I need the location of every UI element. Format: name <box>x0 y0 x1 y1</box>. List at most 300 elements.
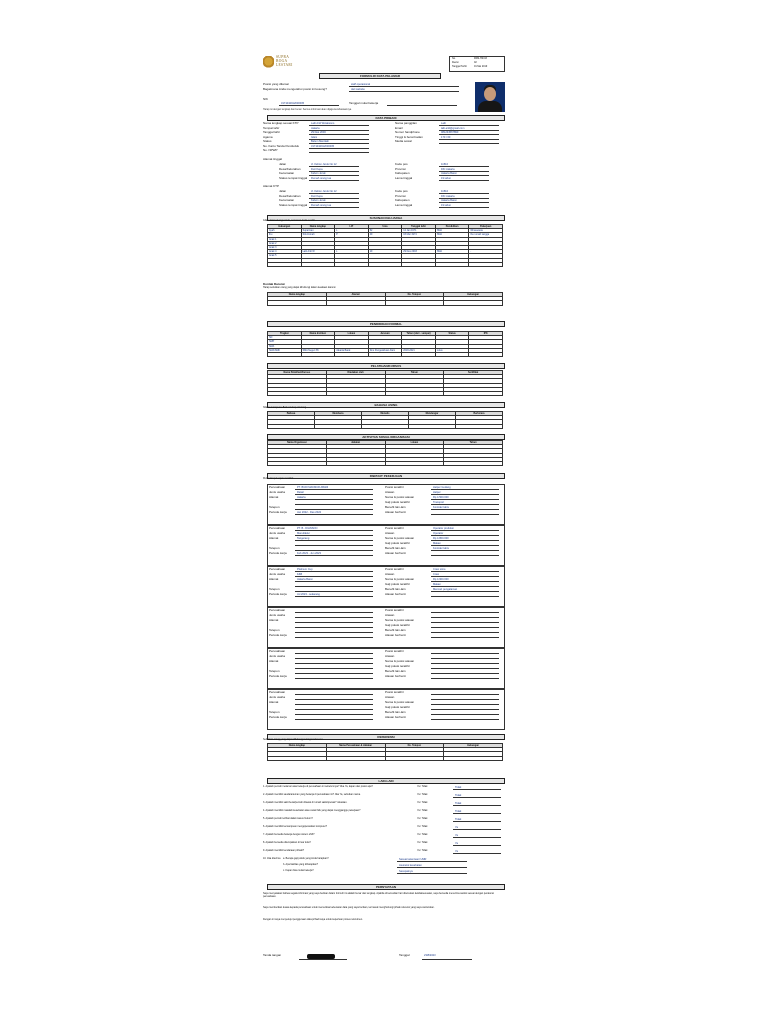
question-10-answer[interactable]: Secepatnya <box>399 870 413 873</box>
position-label: Posisi yang dilamar <box>263 82 290 86</box>
work-note: Mulai dari pekerjaan terakhir <box>263 477 294 480</box>
work-field-input[interactable] <box>431 675 499 679</box>
work-field-input[interactable] <box>295 711 373 715</box>
table-cell[interactable] <box>326 461 385 465</box>
table-cell[interactable]: L <box>335 250 369 254</box>
work-field-input[interactable] <box>295 491 373 495</box>
work-field-input[interactable] <box>431 542 499 546</box>
work-field-value[interactable]: Rp 4.800.000 <box>433 537 449 540</box>
table-cell[interactable]: Ibu <box>268 233 302 237</box>
work-field-value[interactable]: Platinum Cup <box>297 568 313 571</box>
work-field-value[interactable]: Crew <box>433 573 440 576</box>
work-field-input[interactable] <box>431 660 499 664</box>
table-header-cell: Jabatan <box>326 441 385 445</box>
question-yes-no[interactable]: Ya / Tidak <box>417 785 428 788</box>
work-field-value[interactable]: Kontrak habis <box>433 547 449 550</box>
sign-date-value[interactable]: 23/8/2023 <box>424 954 436 957</box>
work-field-input[interactable] <box>295 675 373 679</box>
work-field-input[interactable] <box>431 511 499 515</box>
work-field-label: Alasan berhenti <box>385 674 406 678</box>
personal-field-input[interactable] <box>309 136 369 140</box>
personal-field-value[interactable]: Belum Menikah <box>311 140 329 143</box>
work-field-value[interactable]: Makan <box>433 583 441 586</box>
table-cell[interactable] <box>444 756 503 760</box>
table-cell[interactable]: Lulus <box>435 348 469 352</box>
work-field-input[interactable] <box>295 660 373 664</box>
work-field-input[interactable] <box>431 655 499 659</box>
question-10-answer-line[interactable] <box>397 864 467 868</box>
work-field-input[interactable] <box>295 701 373 705</box>
work-field-input[interactable] <box>431 573 499 577</box>
work-field-input[interactable] <box>295 629 373 633</box>
work-field-label: Nama & posisi atasan <box>385 700 415 704</box>
work-field-input[interactable] <box>431 593 499 597</box>
education-table <box>267 331 503 357</box>
question-10-answer[interactable]: Sesuai ketentuan/ UMR <box>399 858 427 861</box>
work-field-label: Perusahaan <box>269 649 286 653</box>
work-field-input[interactable] <box>295 670 373 674</box>
table-header-cell: Membaca <box>315 412 362 416</box>
table-cell[interactable] <box>268 301 327 305</box>
section-work: RIWAYAT PEKERJAAN <box>267 473 505 479</box>
table-cell[interactable] <box>368 352 402 356</box>
table-header-cell: Nama lengkap <box>301 225 335 229</box>
address-field-label: Status tempat tinggal <box>279 175 308 180</box>
table-cell[interactable] <box>385 756 444 760</box>
table-cell[interactable]: 19 <box>368 250 402 254</box>
personal-field-input[interactable] <box>309 149 369 153</box>
work-field-input[interactable] <box>295 501 373 505</box>
table-cell[interactable]: Anak 4 <box>268 250 302 254</box>
work-field-label: Gaji pokok terakhir <box>385 664 411 668</box>
start-date-field[interactable] <box>387 102 457 106</box>
table-cell[interactable]: Suparman <box>301 229 335 233</box>
address-field-value[interactable]: 19 tahun <box>441 203 452 207</box>
work-field-label: Posisi terakhir <box>385 567 404 571</box>
work-field-value[interactable]: Jan 2022 - Des 2022 <box>297 511 322 514</box>
table-header-cell: Bahasa <box>268 412 315 416</box>
table-cell[interactable]: 52 <box>368 229 402 233</box>
work-field-label: Posisi terakhir <box>385 649 404 653</box>
table-cell[interactable] <box>435 352 469 356</box>
question-10-answer-line[interactable] <box>397 858 467 862</box>
table-cell[interactable] <box>335 352 369 356</box>
question-text: 4. Apakah memiliki masalah kesehatan atau cacat fisik yang dapat mengganggu pekerjaan? <box>263 809 361 812</box>
table-cell[interactable] <box>268 391 327 395</box>
personal-field-label: Tanggal lahir <box>263 130 281 134</box>
work-field-label: Gaji pokok terakhir <box>385 541 411 545</box>
question-yes-no[interactable]: Ya / Tidak <box>417 817 428 820</box>
start-date-label: Tanggal mulai bekerja <box>349 101 379 105</box>
section-education: PENDIDIKAN FORMAL <box>267 321 505 327</box>
table-cell[interactable] <box>385 301 444 305</box>
personal-field-value[interactable]: Lalit Ardi Wicaksono <box>311 122 335 125</box>
work-field-input[interactable] <box>431 650 499 654</box>
question-yes-no[interactable]: Ya / Tidak <box>417 825 428 828</box>
address-field-value[interactable]: DKI Jakarta <box>441 167 455 171</box>
organization-table <box>267 440 503 466</box>
work-field-input[interactable] <box>431 670 499 674</box>
table-cell[interactable] <box>456 424 503 428</box>
address-field-value[interactable]: DKI Jakarta <box>441 194 455 198</box>
work-field-value[interactable]: Transport <box>433 501 445 504</box>
table-cell[interactable]: 12 Jan 1971 <box>402 229 436 233</box>
question-text: 6. Apakah memiliki kemampuan mengoperasikan komputer? <box>263 825 328 828</box>
question-answer-line[interactable] <box>453 826 501 830</box>
work-field-input[interactable] <box>431 619 499 623</box>
question-answer[interactable]: Ya <box>455 826 458 829</box>
work-field-label: Benefit lain-lain <box>385 587 406 591</box>
table-header-cell: Status <box>435 332 469 336</box>
work-field-label: Nama & posisi atasan <box>385 536 415 540</box>
work-field-input[interactable] <box>431 614 499 618</box>
work-field-input[interactable] <box>431 716 499 720</box>
address-field-value[interactable]: 19 tahun <box>441 176 452 180</box>
table-cell[interactable] <box>301 262 335 266</box>
table-row <box>268 391 503 395</box>
table-cell[interactable]: Anak 3 <box>268 245 302 249</box>
table-cell[interactable] <box>315 424 362 428</box>
address-now-label: Alamat tinggal <box>263 157 283 161</box>
work-field-input[interactable] <box>295 609 373 613</box>
personal-field-input[interactable] <box>439 140 499 144</box>
table-cell[interactable] <box>326 301 385 305</box>
work-field-input[interactable] <box>295 583 373 587</box>
work-field-input[interactable] <box>295 547 373 551</box>
table-cell[interactable] <box>268 424 315 428</box>
work-field-value[interactable]: Tangerang <box>297 537 310 540</box>
question-answer[interactable]: Ya <box>455 834 458 837</box>
work-field-input[interactable] <box>431 696 499 700</box>
work-field-value[interactable]: Crew store <box>433 568 446 571</box>
work-field-input[interactable] <box>295 634 373 638</box>
nik-field[interactable] <box>279 102 339 106</box>
work-field-label: Alamat <box>269 659 279 663</box>
work-field-label: Alasan berhenti <box>385 510 406 514</box>
table-cell[interactable]: Lalit Ardi W <box>301 250 335 254</box>
work-field-value[interactable]: Jakarta <box>297 496 306 499</box>
work-field-value[interactable]: F&B <box>297 573 303 576</box>
table-header-cell: Nama lengkap <box>268 293 327 297</box>
question-answer-line[interactable] <box>453 842 501 846</box>
work-field-input[interactable] <box>295 496 373 500</box>
question-10-answer[interactable]: Asuransi kesehatan <box>399 864 422 867</box>
table-cell[interactable] <box>435 262 469 266</box>
table-cell[interactable]: Jakarta Barat <box>335 348 369 352</box>
doc-date-label: Tanggal Terbit <box>452 65 467 68</box>
question-yes-no[interactable]: Ya / Tidak <box>417 841 428 844</box>
question-answer-line[interactable] <box>453 794 501 798</box>
work-field-input[interactable] <box>295 706 373 710</box>
table-cell[interactable]: Ilmu Pengetahuan Alam <box>368 348 402 352</box>
address-field-value[interactable]: Kebon Jeruk <box>311 199 326 202</box>
table-cell[interactable]: 03 Mar 1974 <box>402 233 436 237</box>
section-references: REFERENSI <box>267 734 505 740</box>
table-cell[interactable] <box>385 461 444 465</box>
work-field-label: Alasan berhenti <box>385 592 406 596</box>
work-field-label: Atasan <box>385 654 395 658</box>
table-cell[interactable]: SMA <box>435 233 469 237</box>
work-field-input[interactable] <box>295 665 373 669</box>
work-field-input[interactable] <box>295 650 373 654</box>
table-cell[interactable]: Ibu rumah tangga <box>469 233 503 237</box>
work-field-value[interactable]: Operator produksi <box>433 527 454 530</box>
table-header-cell: Tahun <box>385 371 444 375</box>
work-field-label: Telepon <box>269 710 280 714</box>
question-yes-no[interactable]: Ya / Tidak <box>417 809 428 812</box>
work-field-input[interactable] <box>295 691 373 695</box>
table-cell[interactable] <box>409 424 456 428</box>
work-field-value[interactable]: Mencari pengalaman <box>433 588 458 591</box>
table-cell[interactable] <box>368 262 402 266</box>
work-field-label: Gaji pokok terakhir <box>385 500 411 504</box>
personal-field-input[interactable] <box>439 122 499 126</box>
table-cell[interactable]: Ayah <box>268 229 302 233</box>
position-value[interactable]: staff operasional <box>351 83 370 86</box>
table-cell[interactable] <box>385 391 444 395</box>
work-field-label: Benefit lain-lain <box>385 669 406 673</box>
section-personal: DATA PRIBADI <box>267 115 505 121</box>
work-field-input[interactable] <box>431 491 499 495</box>
personal-field-value[interactable]: Jakarta <box>311 126 320 130</box>
address-field-value[interactable]: Duri Kepa <box>311 167 323 171</box>
question-answer[interactable]: Ya <box>455 850 458 853</box>
statement-paragraph-3: Dengan ini saya menyetujui penggunaan data pribadi saya untuk keperluan proses rekrutmen. <box>263 918 363 921</box>
work-field-input[interactable] <box>431 552 499 556</box>
table-cell[interactable]: Anak 1 <box>268 237 302 241</box>
address-field-value[interactable]: Kebon Jeruk <box>311 172 326 175</box>
table-header-cell: Nama lengkap <box>268 744 327 748</box>
work-field-value[interactable]: Jul 2023 - sekarang <box>297 593 320 596</box>
work-field-input[interactable] <box>295 624 373 628</box>
language-note: Nilai kemampuan: Baik / Cukup / Kurang <box>263 406 307 409</box>
table-cell[interactable] <box>362 424 409 428</box>
personal-field-value[interactable]: 170 / 60 <box>441 135 451 139</box>
personal-field-value[interactable]: 3171042912030005 <box>311 144 335 148</box>
work-field-input[interactable] <box>431 583 499 587</box>
source-value[interactable]: dari website <box>351 88 365 91</box>
work-field-input[interactable] <box>295 619 373 623</box>
work-field-input[interactable] <box>295 716 373 720</box>
question-answer[interactable]: Tidak <box>455 794 462 797</box>
work-field-input[interactable] <box>431 665 499 669</box>
address-field-label: Kecamatan <box>279 198 295 202</box>
question-10-answer-line[interactable] <box>397 870 467 874</box>
work-field-input[interactable] <box>431 609 499 613</box>
work-field-value[interactable]: Manufaktur <box>297 532 310 535</box>
work-field-input[interactable] <box>295 614 373 618</box>
table-cell[interactable]: Siti Aminah <box>301 233 335 237</box>
personal-field-value[interactable]: lalit.ardi@gmail.com <box>441 126 465 130</box>
work-field-label: Alamat <box>269 577 279 581</box>
work-field-input[interactable] <box>431 629 499 633</box>
address-field-value[interactable]: Jl. Kebon Jeruk No 12 <box>311 190 337 193</box>
question-answer[interactable]: Ya <box>455 842 458 845</box>
table-cell[interactable]: Anak 5 <box>268 254 302 258</box>
work-field-label: Jenis usaha <box>269 613 286 617</box>
table-cell[interactable]: SMA <box>268 344 302 348</box>
work-field-label: Periode kerja <box>269 715 287 719</box>
table-cell[interactable]: 2018-2021 <box>402 348 436 352</box>
table-cell[interactable]: 29 Des 2003 <box>402 250 436 254</box>
table-cell[interactable]: - <box>469 250 503 254</box>
table-header-cell: Jurusan <box>368 332 402 336</box>
work-field-label: Atasan <box>385 531 395 535</box>
question-answer[interactable]: Tidak <box>455 786 462 789</box>
question-text: 3. Apakah memiliki sakit berat/pernah dirawat di rumah sakit/operasi? Jelaskan. <box>263 801 348 804</box>
work-field-label: Jenis usaha <box>269 695 286 699</box>
question-answer-line[interactable] <box>453 850 501 854</box>
sign-date-label: Tanggal <box>399 953 410 957</box>
work-field-input[interactable] <box>431 634 499 638</box>
question-10-text: 10. Jika diterima <box>263 857 281 860</box>
table-cell[interactable] <box>335 262 369 266</box>
question-answer[interactable]: Tidak <box>455 818 462 821</box>
table-cell[interactable] <box>469 262 503 266</box>
address-field-value[interactable]: Rumah orang tua <box>311 176 332 180</box>
table-cell[interactable] <box>444 461 503 465</box>
address-field-value[interactable]: 11510 <box>441 190 449 193</box>
personal-field-value[interactable]: 081234567890 <box>441 131 459 134</box>
doc-number-value: FRM-HR-03 <box>474 57 487 60</box>
work-field-input[interactable] <box>295 588 373 592</box>
work-field-input[interactable] <box>295 506 373 510</box>
personal-field-label: Email <box>395 125 403 130</box>
work-field-value[interactable]: Retail <box>297 491 304 494</box>
table-cell[interactable] <box>268 352 302 356</box>
work-field-input[interactable] <box>295 655 373 659</box>
question-yes-no[interactable]: Ya / Tidak <box>417 849 428 852</box>
work-field-label: Perusahaan <box>269 690 286 694</box>
table-cell[interactable]: SMA <box>435 229 469 233</box>
work-field-input[interactable] <box>431 711 499 715</box>
table-cell[interactable] <box>268 756 327 760</box>
work-field-label: Atasan <box>385 572 395 576</box>
work-field-value[interactable]: Helper Gudang <box>433 486 451 489</box>
table-cell[interactable]: SD <box>268 336 302 340</box>
table-cell[interactable] <box>268 461 327 465</box>
doc-number-label: No. <box>452 57 456 60</box>
work-field-value[interactable]: Makan <box>433 542 441 545</box>
table-header-cell: Nama Perusahaan & Jabatan <box>326 744 385 748</box>
table-cell[interactable]: SMA <box>435 250 469 254</box>
work-field-input[interactable] <box>431 624 499 628</box>
table-header-cell: Nama Pelatihan/Kursus <box>268 371 327 375</box>
question-answer[interactable]: Tidak <box>455 810 462 813</box>
question-yes-no[interactable]: Ya / Tidak <box>417 801 428 804</box>
question-answer[interactable]: Tidak <box>455 802 462 805</box>
question-answer-line[interactable] <box>453 834 501 838</box>
table-header-cell: Hubungan <box>268 225 302 229</box>
address-field-label: Desa/Kelurahan <box>279 166 301 171</box>
work-field-label: Alamat <box>269 536 279 540</box>
work-field-label: Atasan <box>385 490 395 494</box>
work-field-label: Benefit lain-lain <box>385 710 406 714</box>
personal-field-value[interactable]: 29 Des 2003 <box>311 131 326 134</box>
work-field-value[interactable]: Jakarta Barat <box>297 578 313 581</box>
address-field-value[interactable]: Jl. Kebon Jeruk No 12 <box>311 163 337 166</box>
work-field-input[interactable] <box>295 696 373 700</box>
work-field-label: Perusahaan <box>269 567 286 571</box>
work-field-value[interactable]: Operator <box>433 532 444 535</box>
work-field-value[interactable]: PT. BUDI MAKMUR ABADI <box>297 486 329 489</box>
work-field-label: Alamat <box>269 700 279 704</box>
work-field-value[interactable]: Kontrak habis <box>433 506 449 509</box>
address-field-label: Jalan <box>279 162 287 166</box>
table-cell[interactable]: SMA Negeri 65 <box>301 348 335 352</box>
table-cell[interactable]: SMA/SMK <box>268 348 302 352</box>
question-yes-no[interactable]: Ya / Tidak <box>417 793 428 796</box>
address-field-value[interactable]: Jakarta Barat <box>441 199 457 202</box>
address-field-label: Kode pos <box>395 189 408 193</box>
work-field-input[interactable] <box>431 691 499 695</box>
nik-value[interactable]: 3171042912030005 <box>281 102 305 105</box>
address-field-value[interactable]: Jakarta Barat <box>441 172 457 175</box>
table-header-cell: Alamat <box>326 293 385 297</box>
table-cell[interactable] <box>301 352 335 356</box>
work-field-value[interactable]: Feb 2023 - Jun 2023 <box>297 552 321 555</box>
table-cell[interactable] <box>444 301 503 305</box>
position-field[interactable] <box>349 83 459 87</box>
emergency-note: Harap sebutkan orang yang dapat dihubungi dalam keadaan darurat <box>263 286 336 289</box>
table-cell[interactable]: Wiraswasta <box>469 229 503 233</box>
work-field-value[interactable]: PT. B. JOHNSON <box>297 527 318 530</box>
work-field-input[interactable] <box>431 706 499 710</box>
question-10-item: c. Kapan bisa mulai bekerja? <box>283 869 314 872</box>
table-header-cell: Menulis <box>362 412 409 416</box>
table-cell[interactable] <box>268 262 302 266</box>
courses-table <box>267 370 503 396</box>
signature-line <box>299 956 347 960</box>
table-cell[interactable]: Anak 2 <box>268 241 302 245</box>
question-answer-line[interactable] <box>453 786 501 790</box>
table-cell[interactable] <box>444 391 503 395</box>
address-field-value[interactable]: 11510 <box>441 163 449 166</box>
address-field-value[interactable]: Rumah orang tua <box>311 203 332 207</box>
table-header-cell: Hubungan <box>444 744 503 748</box>
table-cell[interactable] <box>402 262 436 266</box>
work-field-value[interactable]: Rp 4.500.000 <box>433 496 449 499</box>
work-field-input[interactable] <box>431 701 499 705</box>
source-field[interactable] <box>349 88 459 92</box>
table-cell[interactable] <box>326 391 385 395</box>
table-cell[interactable] <box>326 756 385 760</box>
question-yes-no[interactable]: Ya / Tidak <box>417 833 428 836</box>
question-answer-line[interactable] <box>453 810 501 814</box>
table-cell[interactable]: P <box>335 233 369 237</box>
table-cell[interactable]: SMP <box>268 340 302 344</box>
personal-field-value[interactable]: Lalit <box>441 122 446 125</box>
section-family: SUSUNAN KELUARGA <box>267 215 505 221</box>
work-field-label: Periode kerja <box>269 551 287 555</box>
work-field-input[interactable] <box>295 542 373 546</box>
question-answer-line[interactable] <box>453 802 501 806</box>
table-header-cell: Pekerjaan <box>469 225 503 229</box>
work-field-value[interactable]: Rp 4.900.000 <box>433 578 449 581</box>
table-cell[interactable] <box>469 352 503 356</box>
table-cell[interactable]: 49 <box>368 233 402 237</box>
work-field-input[interactable] <box>295 573 373 577</box>
section-statement: PERNYATAAN <box>267 884 505 890</box>
sign-date-line <box>422 956 472 960</box>
work-field-value[interactable]: Helper <box>433 491 441 494</box>
doc-date-value: 01 Mei 2019 <box>474 65 488 68</box>
address-field-value[interactable]: Duri Kepa <box>311 194 323 198</box>
table-cell[interactable]: L <box>335 229 369 233</box>
personal-field-value[interactable]: Islam <box>311 135 318 139</box>
question-answer-line[interactable] <box>453 818 501 822</box>
table-cell[interactable] <box>402 352 436 356</box>
